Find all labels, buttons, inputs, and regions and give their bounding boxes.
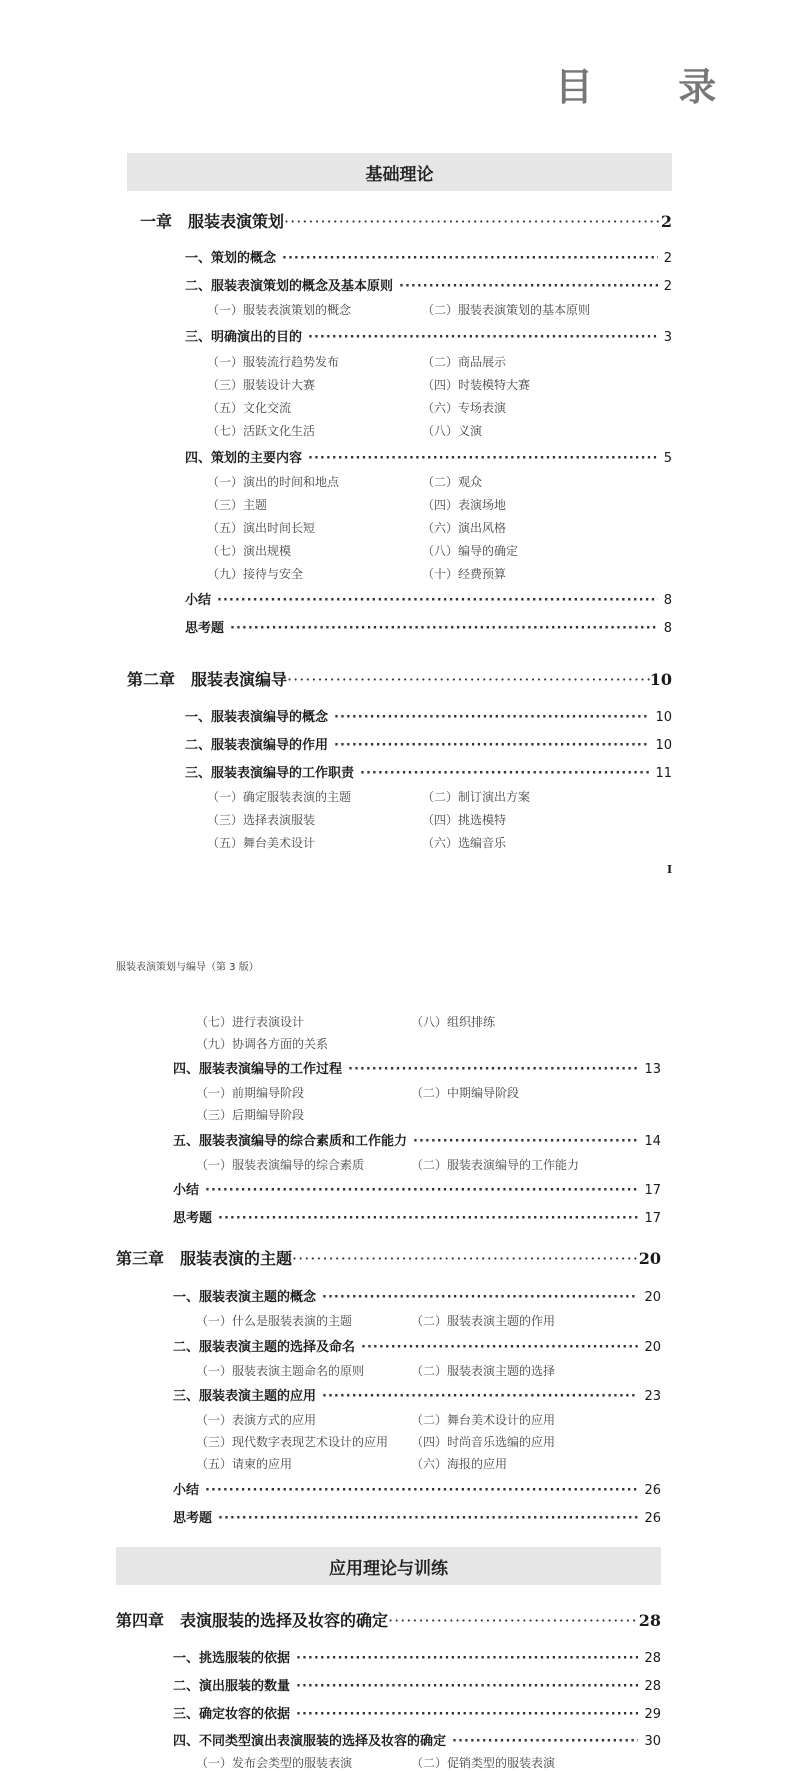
toc-subsection[interactable]: （九）接待与安全 [207,567,304,581]
dot-leader [334,710,649,725]
toc-section-label: 五、服装表演编导的综合素质和工作能力 [173,1134,408,1149]
toc-section[interactable] [185,589,672,608]
toc-chapter-2[interactable] [127,667,672,690]
toc-page-number: 20 [644,1340,661,1355]
toc-subsection[interactable]: （二）促销类型的服装表演 [411,1756,556,1770]
toc-section[interactable] [185,247,672,266]
toc-subsection[interactable]: （三）后期编导阶段 [196,1108,305,1122]
toc-page-number: 10 [649,670,672,689]
toc-subsection[interactable]: （二）观众 [422,475,483,489]
section-band-basic: 基础理论 [127,153,672,191]
toc-section[interactable] [173,1385,661,1404]
toc-section-label: 三、明确演出的目的 [185,330,303,345]
toc-section-label: 小结 [173,1183,200,1198]
toc-subsection[interactable]: （一）表演方式的应用 [196,1413,317,1427]
toc-section-label: 二、演出服装的数量 [173,1679,291,1694]
toc-subsection[interactable]: （一）服装表演策划的概念 [207,303,352,317]
toc-subsection[interactable]: （五）舞台美术设计 [207,836,316,850]
toc-section-label: 四、策划的主要内容 [185,451,303,466]
toc-page-number: 30 [644,1734,661,1749]
dot-leader [296,1679,638,1694]
toc-subsection[interactable]: （四）时尚音乐选编的应用 [411,1435,556,1449]
toc-subsection[interactable]: （二）服装表演编导的工作能力 [411,1158,580,1172]
toc-section-label: 四、服装表演编导的工作过程 [173,1062,343,1077]
toc-section[interactable] [185,734,672,753]
dot-leader [308,451,658,466]
toc-subsection[interactable]: （十）经费预算 [422,567,507,581]
toc-page-number: 29 [644,1707,661,1722]
toc-section-label: 三、服装表演主题的应用 [173,1389,317,1404]
toc-subsection[interactable]: （六）选编音乐 [422,836,507,850]
dot-leader [413,1134,638,1149]
toc-page-number: 28 [638,1611,661,1630]
toc-page-number: 26 [644,1483,661,1498]
dot-leader [308,330,658,345]
toc-subsection[interactable]: （二）商品展示 [422,355,507,369]
toc-page-number: 28 [644,1679,661,1694]
toc-subsection[interactable]: （一）前期编导阶段 [196,1086,305,1100]
dot-leader [296,1651,638,1666]
toc-page-number: 11 [655,766,672,781]
dot-leader [282,251,658,266]
toc-section[interactable] [173,1179,661,1198]
toc-subsection[interactable]: （四）时装模特大赛 [422,378,531,392]
toc-section[interactable] [173,1703,661,1722]
dot-leader [230,621,658,636]
toc-page-number: 10 [655,738,672,753]
dot-leader [218,1511,638,1526]
toc-page-number: 14 [644,1134,661,1149]
toc-chapter-3[interactable] [116,1246,661,1269]
toc-chapter-label: 第四章 表演服装的选择及妆容的确定 [116,1611,389,1630]
toc-section-label: 三、确定妆容的依据 [173,1707,291,1722]
toc-section-label: 四、不同类型演出表演服装的选择及妆容的确定 [173,1734,447,1749]
dot-leader [388,1611,639,1630]
dot-leader [217,593,658,608]
toc-section[interactable] [185,617,672,636]
toc-section-label: 二、服装表演策划的概念及基本原则 [185,279,394,294]
toc-section-label: 一、策划的概念 [185,251,277,266]
toc-section[interactable] [185,706,672,725]
toc-section-label: 一、服装表演编导的概念 [185,710,329,725]
toc-section-label: 一、挑选服装的依据 [173,1651,291,1666]
toc-page-number: 20 [638,1249,661,1268]
toc-page-number: 2 [663,251,672,266]
toc-subsection[interactable]: （四）表演场地 [422,498,507,512]
toc-subsection[interactable]: （一）服装表演编导的综合素质 [196,1158,365,1172]
toc-page-number: 2 [663,279,672,294]
toc-chapter-4[interactable] [116,1608,661,1631]
toc-page-number: 3 [663,330,672,345]
toc-section-label: 小结 [185,593,212,608]
dot-leader [348,1062,638,1077]
toc-section[interactable] [173,1130,661,1149]
toc-section[interactable] [173,1507,661,1526]
toc-page-number: 8 [663,621,672,636]
toc-subsection[interactable]: （一）什么是服装表演的主题 [196,1314,353,1328]
dot-leader [296,1707,638,1722]
toc-subsection[interactable]: （三）现代数字表现艺术设计的应用 [196,1435,389,1449]
dot-leader [361,1340,638,1355]
page-folio: I [667,863,673,876]
toc-chapter-label: 第二章 服装表演编导 [127,670,288,689]
running-header: 服装表演策划与编导（第 3 版） [116,962,259,973]
toc-page-number: 28 [644,1651,661,1666]
toc-subsection[interactable]: （二）制订演出方案 [422,790,531,804]
toc-subsection[interactable]: （三）服装设计大赛 [207,378,316,392]
toc-page-number: 17 [644,1183,661,1198]
page-title: 目 录 [555,64,753,109]
toc-subsection[interactable]: （三）选择表演服装 [207,813,316,827]
toc-section-label: 思考题 [173,1211,213,1226]
toc-page-number: 8 [663,593,672,608]
toc-subsection[interactable]: （六）海报的应用 [411,1457,508,1471]
toc-subsection[interactable]: （二）舞台美术设计的应用 [411,1413,556,1427]
toc-section[interactable] [173,1336,661,1355]
toc-section-label: 思考题 [185,621,225,636]
toc-page-number: 20 [644,1290,661,1305]
toc-subsection[interactable]: （一）演出的时间和地点 [207,475,340,489]
toc-subsection[interactable]: （一）确定服装表演的主题 [207,790,352,804]
toc-subsection[interactable]: （三）主题 [207,498,268,512]
toc-section-label: 一、服装表演主题的概念 [173,1290,317,1305]
toc-section[interactable] [173,1058,661,1077]
toc-subsection[interactable]: （二）服装表演主题的选择 [411,1364,556,1378]
toc-subsection[interactable]: （二）服装表演主题的作用 [411,1314,556,1328]
toc-chapter-label: 一章 服装表演策划 [140,212,285,231]
dot-leader [218,1211,638,1226]
section-band-applied: 应用理论与训练 [116,1547,661,1585]
toc-chapter-1[interactable] [140,209,672,232]
toc-section[interactable] [173,1286,661,1305]
toc-page-number: 23 [644,1389,661,1404]
dot-leader [334,738,649,753]
toc-page-number: 5 [663,451,672,466]
toc-subsection[interactable]: （二）服装表演策划的基本原则 [422,303,591,317]
toc-page-number: 17 [644,1211,661,1226]
toc-section-label: 小结 [173,1483,200,1498]
toc-section[interactable] [173,1207,661,1226]
toc-subsection[interactable]: （七）活跃文化生活 [207,424,316,438]
toc-section-label: 三、服装表演编导的工作职责 [185,766,355,781]
dot-leader [287,670,650,689]
dot-leader [292,1249,639,1268]
toc-page-number: 26 [644,1511,661,1526]
dot-leader [205,1483,638,1498]
toc-subsection[interactable]: （一）服装表演主题命名的原则 [196,1364,365,1378]
toc-chapter-label: 第三章 服装表演的主题 [116,1249,293,1268]
toc-subsection[interactable]: （八）编导的确定 [422,544,519,558]
toc-subsection[interactable]: （七）进行表演设计 [196,1015,305,1029]
dot-leader [399,279,658,294]
toc-subsection[interactable]: （九）协调各方面的关系 [196,1037,329,1051]
dot-leader [360,766,649,781]
toc-section-label: 二、服装表演编导的作用 [185,738,329,753]
toc-subsection[interactable]: （七）演出规模 [207,544,292,558]
dot-leader [205,1183,638,1198]
toc-subsection[interactable]: （一）发布会类型的服装表演 [196,1756,353,1770]
dot-leader [284,212,661,231]
toc-section[interactable] [173,1479,661,1498]
toc-section-label: 二、服装表演主题的选择及命名 [173,1340,356,1355]
toc-subsection[interactable]: （二）中期编导阶段 [411,1086,520,1100]
toc-subsection[interactable]: （五）演出时间长短 [207,521,316,535]
toc-subsection[interactable]: （六）演出风格 [422,521,507,535]
toc-section[interactable] [185,762,672,781]
toc-subsection[interactable]: （一）服装流行趋势发布 [207,355,340,369]
toc-subsection[interactable]: （四）挑选模特 [422,813,507,827]
toc-subsection[interactable]: （五）请柬的应用 [196,1457,293,1471]
toc-subsection[interactable]: （五）文化交流 [207,401,292,415]
toc-subsection[interactable]: （八）义演 [422,424,483,438]
toc-section[interactable] [185,447,672,466]
toc-section[interactable] [173,1730,661,1749]
toc-page-number: 13 [644,1062,661,1077]
dot-leader [322,1389,638,1404]
dot-leader [452,1734,638,1749]
toc-section[interactable] [185,275,672,294]
toc-page-number: 10 [655,710,672,725]
dot-leader [322,1290,638,1305]
toc-section[interactable] [185,326,672,345]
toc-subsection[interactable]: （六）专场表演 [422,401,507,415]
toc-subsection[interactable]: （八）组织排练 [411,1015,496,1029]
toc-section-label: 思考题 [173,1511,213,1526]
toc-section[interactable] [173,1675,661,1694]
toc-page-number: 2 [660,212,672,231]
toc-section[interactable] [173,1647,661,1666]
